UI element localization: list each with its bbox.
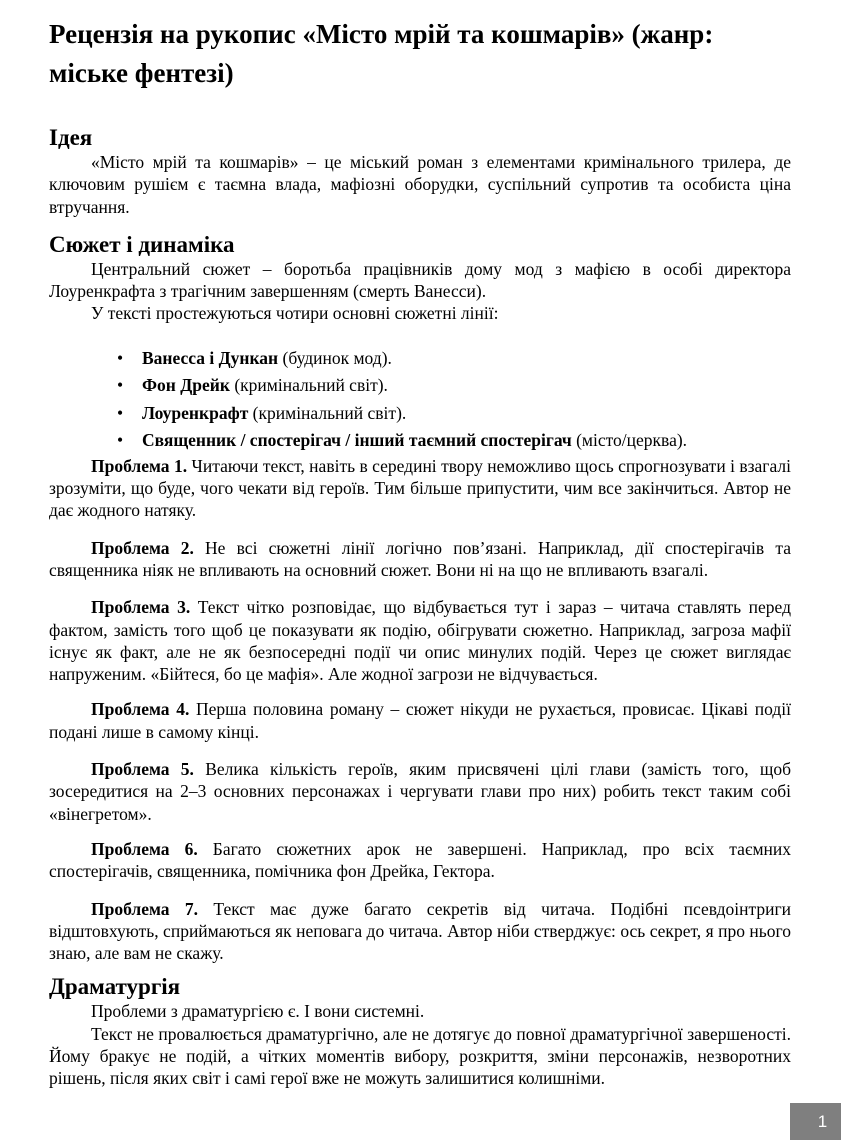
bullet-icon: •: [117, 347, 124, 368]
list-item: [49, 427, 791, 455]
problem-paragraph-5: [49, 758, 791, 825]
problem-text: Перша половина роману – сюжет нікуди не рухається, провисає. Цікаві події подані лише в самому кінці.: [49, 699, 791, 742]
list-item: [49, 345, 791, 373]
drama-paragraph-2: Текст не провалюється драматургічно, але не дотягує до повної драматургічної завершеності. Йому бракує не подій, а чітких моментів вибору, розкриття, зміни персонажів, незворотних рішень, після яких світ і самі герої вже не можуть залишитися колишніми.: [49, 1023, 791, 1089]
problem-label: Проблема 6.: [91, 838, 198, 859]
drama-paragraph-1: Проблеми з драматургією є. І вони системні.: [91, 1001, 425, 1022]
problem-paragraph-6: [49, 838, 791, 883]
bullet-icon: •: [117, 375, 124, 396]
storyline-name: Священник / спостерігач / інший таємний спостерігач: [142, 430, 572, 451]
storyline-list: [49, 345, 791, 455]
storyline-note: (кримінальний світ).: [229, 375, 388, 396]
storyline-note: (місто/церква).: [571, 430, 688, 451]
problem-label: Проблема 4.: [91, 699, 190, 720]
storyline-name: Фон Дрейк: [142, 375, 230, 396]
problem-label: Проблема 1.: [91, 455, 188, 476]
storyline-name: Ванесса і Дункан: [142, 347, 279, 368]
list-item: [49, 372, 791, 400]
section-heading-plot: Сюжет і динаміка: [49, 231, 235, 257]
problem-paragraph-1: [49, 455, 791, 522]
problem-paragraph-2: [49, 537, 791, 582]
list-item: [49, 400, 791, 428]
problem-label: Проблема 3.: [91, 597, 191, 618]
problem-paragraph-3: [49, 596, 791, 685]
plot-intro-paragraph: Центральний сюжет – боротьба працівників дому мод з мафією в особі директора Лоуренкрафта з трагічним завершенням (смерть Ванесси).: [49, 258, 791, 302]
problem-label: Проблема 5.: [91, 759, 194, 780]
plot-storylines-lead: У тексті простежуються чотири основні сюжетні лінії:: [91, 303, 499, 324]
problem-text: Багато сюжетних арок не завершені. Наприклад, про всіх таємних спостерігачів, священника, помічника фон Дрейка, Гектора.: [49, 838, 792, 882]
problem-text: Читаючи текст, навіть в середині твору неможливо щось спрогнозувати і взагалі зрозуміти, що буде, чого чекати від героїв. Тим більше припустити, чим все закінчиться. Автор не дає жодного натяку.: [49, 455, 791, 521]
problem-label: Проблема 2.: [91, 537, 194, 558]
problem-text: Текст має дуже багато секретів від читача. Подібні псевдоінтриги відштовхують, сприймаються як неповага до читача. Автор ніби стверджує: ось секрет, я про нього знаю, але вам не скажу.: [49, 898, 791, 964]
bullet-icon: •: [117, 402, 124, 423]
problem-text: Текст чітко розповідає, що відбувається тут і зараз – читача ставлять перед фактом, замість того щоб це показувати як подію, обігрувати сюжетно. Наприклад, загроза мафії існує як факт, але не як безпосередні події чи опис минулих подій. Через це сюжет виглядає напруженим. «Бійтеся, бо це мафія». Але жодної загрози не відчувається.: [49, 597, 791, 685]
problem-paragraph-7: [49, 898, 791, 965]
storyline-note: (кримінальний світ).: [248, 402, 407, 423]
problem-paragraph-4: [49, 698, 791, 743]
problem-label: Проблема 7.: [91, 898, 199, 919]
document-title: Рецензія на рукопис «Місто мрій та кошмарів» (жанр: міське фентезі): [49, 19, 714, 88]
idea-paragraph: «Місто мрій та кошмарів» – це міський роман з елементами кримінального трилера, де ключовим рушієм є таємна влада, мафіозні оборудки, суспільний супротив та особиста ціна втручання.: [49, 152, 791, 217]
bullet-icon: •: [117, 430, 124, 451]
section-heading-idea: Ідея: [49, 125, 93, 150]
page-number: 1: [817, 1111, 828, 1131]
storyline-name: Лоуренкрафт: [142, 402, 249, 423]
page-number-badge: [790, 1103, 841, 1140]
storyline-note: (будинок мод).: [278, 347, 392, 368]
problem-text: Велика кількість героїв, яким присвячені цілі глави (замість того, щоб зосередитися на 2–3 основних персонажах і чергувати глави про них) робить текст таким собі «вінегретом».: [49, 759, 791, 824]
section-heading-drama: Драматургія: [49, 974, 181, 1000]
problem-text: Не всі сюжетні лінії логічно пов’язані. Наприклад, дії спостерігачів та священника ніяк не впливають на основний сюжет. Вони ні на що не впливають взагалі.: [49, 537, 791, 580]
